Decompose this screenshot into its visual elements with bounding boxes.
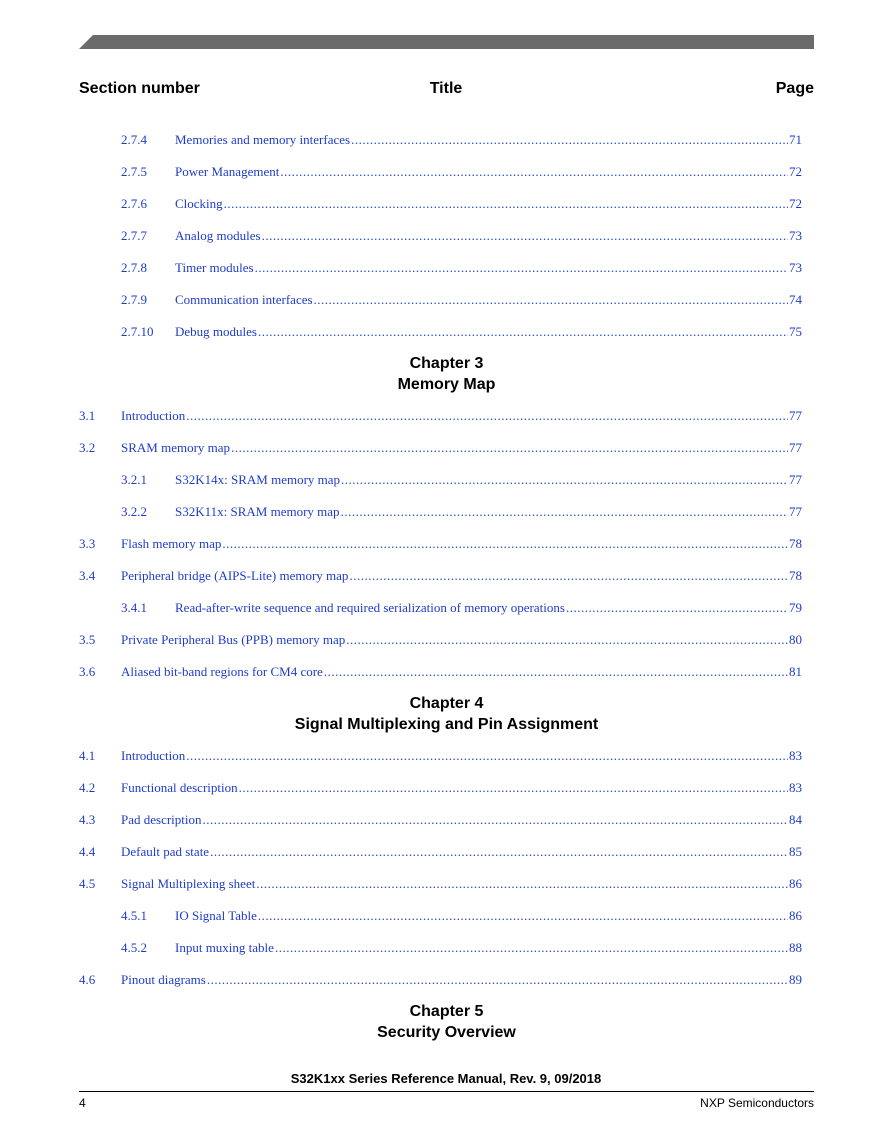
toc-entry[interactable] bbox=[79, 560, 802, 592]
toc-entry[interactable] bbox=[79, 772, 802, 804]
dot-leader bbox=[186, 748, 788, 764]
toc-entry-title: Read-after-write sequence and required serialization of memory operations bbox=[175, 600, 565, 615]
toc-entry-number: 3.2.1 bbox=[121, 472, 147, 487]
dot-leader bbox=[349, 568, 788, 584]
toc-entry-title: Analog modules bbox=[175, 228, 261, 243]
toc-entry[interactable] bbox=[79, 656, 802, 688]
toc-entry-number: 3.5 bbox=[79, 632, 96, 647]
toc-entry-number: 2.7.9 bbox=[121, 292, 147, 307]
toc-entry[interactable] bbox=[79, 900, 802, 932]
dot-leader bbox=[351, 132, 788, 148]
toc-entry[interactable] bbox=[79, 932, 802, 964]
toc-entry[interactable] bbox=[79, 868, 802, 900]
dot-leader bbox=[255, 260, 788, 276]
toc-entry-page: 86 bbox=[789, 876, 802, 891]
dot-leader bbox=[186, 408, 788, 424]
toc-entry-page: 72 bbox=[789, 164, 802, 179]
toc-entry-title: S32K14x: SRAM memory map bbox=[175, 472, 341, 487]
dot-leader bbox=[210, 844, 788, 860]
chapter-title: Security Overview bbox=[377, 1024, 516, 1041]
toc-entry-number: 4.5 bbox=[79, 876, 96, 891]
toc-entry[interactable] bbox=[79, 316, 802, 348]
toc-entry-page: 77 bbox=[789, 504, 802, 519]
toc-entry[interactable] bbox=[79, 740, 802, 772]
toc-entry-number: 4.5.2 bbox=[121, 940, 147, 955]
toc-entry-title: Pad description bbox=[121, 812, 202, 827]
manual-title: S32K1xx Series Reference Manual, Rev. 9, 09/2018 bbox=[290, 1071, 602, 1086]
toc-entry-number: 2.7.8 bbox=[121, 260, 147, 275]
toc-entry-number: 2.7.10 bbox=[121, 324, 154, 339]
toc-entry-page: 72 bbox=[789, 196, 802, 211]
chapter-heading bbox=[79, 348, 814, 400]
chapter-heading bbox=[79, 996, 814, 1048]
toc-entry-number: 3.1 bbox=[79, 408, 96, 423]
toc-entry-page: 77 bbox=[789, 440, 802, 455]
dot-leader bbox=[239, 780, 788, 796]
toc-entry-number: 2.7.7 bbox=[121, 228, 147, 243]
chapter-title: Signal Multiplexing and Pin Assignment bbox=[294, 716, 599, 733]
toc-entry-number: 2.7.6 bbox=[121, 196, 147, 211]
chapter-label: Chapter 4 bbox=[409, 695, 484, 712]
dot-leader bbox=[280, 164, 788, 180]
toc-entry-title: IO Signal Table bbox=[175, 908, 257, 923]
toc-entry-number: 4.3 bbox=[79, 812, 96, 827]
page-heading: Page bbox=[775, 80, 814, 97]
footer-divider bbox=[79, 1091, 814, 1092]
dot-leader bbox=[314, 292, 788, 308]
toc-entry-title: Signal Multiplexing sheet bbox=[121, 876, 256, 891]
toc-entry-title: Functional description bbox=[121, 780, 238, 795]
dot-leader bbox=[262, 228, 788, 244]
toc-entry[interactable] bbox=[79, 432, 802, 464]
toc-entry-title: Private Peripheral Bus (PPB) memory map bbox=[121, 632, 346, 647]
dot-leader bbox=[258, 908, 788, 924]
toc-entry-page: 77 bbox=[789, 472, 802, 487]
toc-entry-number: 3.4 bbox=[79, 568, 96, 583]
toc-entry-page: 83 bbox=[789, 780, 802, 795]
toc-entry[interactable] bbox=[79, 624, 802, 656]
toc-entry-title: Flash memory map bbox=[121, 536, 222, 551]
toc-entry-page: 74 bbox=[789, 292, 802, 307]
toc-entry[interactable] bbox=[79, 252, 802, 284]
dot-leader bbox=[324, 664, 788, 680]
toc-entry-page: 89 bbox=[789, 972, 802, 987]
chapter-title: Memory Map bbox=[397, 376, 496, 393]
dot-leader bbox=[275, 940, 788, 956]
dot-leader bbox=[222, 536, 788, 552]
toc-entry-title: SRAM memory map bbox=[121, 440, 231, 455]
dot-leader bbox=[231, 440, 788, 456]
toc-entry-page: 73 bbox=[789, 228, 802, 243]
toc-entry-page: 81 bbox=[789, 664, 802, 679]
toc-entry-page: 78 bbox=[789, 568, 802, 583]
toc-entry[interactable] bbox=[79, 284, 802, 316]
header-bar bbox=[79, 35, 814, 49]
dot-leader bbox=[203, 812, 788, 828]
toc-entry-number: 4.6 bbox=[79, 972, 96, 987]
toc-entry[interactable] bbox=[79, 124, 802, 156]
toc-entry[interactable] bbox=[79, 464, 802, 496]
dot-leader bbox=[256, 876, 788, 892]
toc-entry-number: 4.4 bbox=[79, 844, 96, 859]
toc-entry-page: 75 bbox=[789, 324, 802, 339]
toc-entry-number: 3.2.2 bbox=[121, 504, 147, 519]
dot-leader bbox=[258, 324, 788, 340]
toc-entry-number: 4.1 bbox=[79, 748, 96, 763]
toc-entry-page: 77 bbox=[789, 408, 802, 423]
toc-entry-page: 80 bbox=[789, 632, 802, 647]
dot-leader bbox=[224, 196, 788, 212]
toc-entry[interactable] bbox=[79, 400, 802, 432]
toc-entry[interactable] bbox=[79, 836, 802, 868]
toc-entry-page: 86 bbox=[789, 908, 802, 923]
toc-entry-page: 79 bbox=[789, 600, 802, 615]
section-number-heading: Section number bbox=[79, 80, 200, 97]
chapter-label: Chapter 3 bbox=[409, 355, 484, 372]
toc-entry-page: 85 bbox=[789, 844, 802, 859]
chapter-heading bbox=[79, 688, 814, 740]
dot-leader bbox=[566, 600, 788, 616]
toc-entry-number: 3.2 bbox=[79, 440, 96, 455]
toc-entry-title: Memories and memory interfaces bbox=[175, 132, 351, 147]
toc-entry-number: 2.7.4 bbox=[121, 132, 147, 147]
dot-leader bbox=[207, 972, 788, 988]
toc-entry-page: 83 bbox=[789, 748, 802, 763]
toc-entry[interactable] bbox=[79, 592, 802, 624]
toc-entry-title: Debug modules bbox=[175, 324, 257, 339]
toc-entry-title: Clocking bbox=[175, 196, 223, 211]
dot-leader bbox=[341, 504, 788, 520]
toc-entry-page: 78 bbox=[789, 536, 802, 551]
toc-entry-title: Communication interfaces bbox=[175, 292, 313, 307]
toc-entry-number: 3.6 bbox=[79, 664, 96, 679]
toc-entry[interactable] bbox=[79, 804, 802, 836]
dot-leader bbox=[346, 632, 788, 648]
toc-entry-number: 3.4.1 bbox=[121, 600, 147, 615]
toc-entry-title: Introduction bbox=[121, 748, 186, 763]
title-heading: Title bbox=[429, 80, 463, 97]
toc-entry-number: 3.3 bbox=[79, 536, 96, 551]
toc-entry-page: 88 bbox=[789, 940, 802, 955]
toc-entry-title: Introduction bbox=[121, 408, 186, 423]
toc-entry-title: S32K11x: SRAM memory map bbox=[175, 504, 340, 519]
toc-entry[interactable] bbox=[79, 964, 802, 996]
toc-entry-number: 4.5.1 bbox=[121, 908, 147, 923]
chapter-label: Chapter 5 bbox=[409, 1003, 484, 1020]
toc-entry-title: Default pad state bbox=[121, 844, 210, 859]
toc-entry-number: 2.7.5 bbox=[121, 164, 147, 179]
toc-entry[interactable] bbox=[79, 528, 802, 560]
toc-entry[interactable] bbox=[79, 220, 802, 252]
toc-entry-title: Timer modules bbox=[175, 260, 254, 275]
toc-entry-title: Power Management bbox=[175, 164, 280, 179]
toc-entry-page: 84 bbox=[789, 812, 802, 827]
toc-entry-title: Pinout diagrams bbox=[121, 972, 206, 987]
toc-entry[interactable] bbox=[79, 188, 802, 220]
toc-entry-number: 4.2 bbox=[79, 780, 96, 795]
toc-entry-page: 71 bbox=[789, 132, 802, 147]
page-number: 4 bbox=[79, 1096, 86, 1110]
table-of-contents bbox=[79, 124, 802, 1048]
toc-entry-title: Peripheral bridge (AIPS-Lite) memory map bbox=[121, 568, 349, 583]
toc-entry[interactable] bbox=[79, 496, 802, 528]
toc-entry[interactable] bbox=[79, 156, 802, 188]
toc-entry-page: 73 bbox=[789, 260, 802, 275]
company-name: NXP Semiconductors bbox=[700, 1096, 814, 1110]
toc-entry-title: Aliased bit-band regions for CM4 core bbox=[121, 664, 323, 679]
dot-leader bbox=[341, 472, 788, 488]
toc-entry-title: Input muxing table bbox=[175, 940, 274, 955]
